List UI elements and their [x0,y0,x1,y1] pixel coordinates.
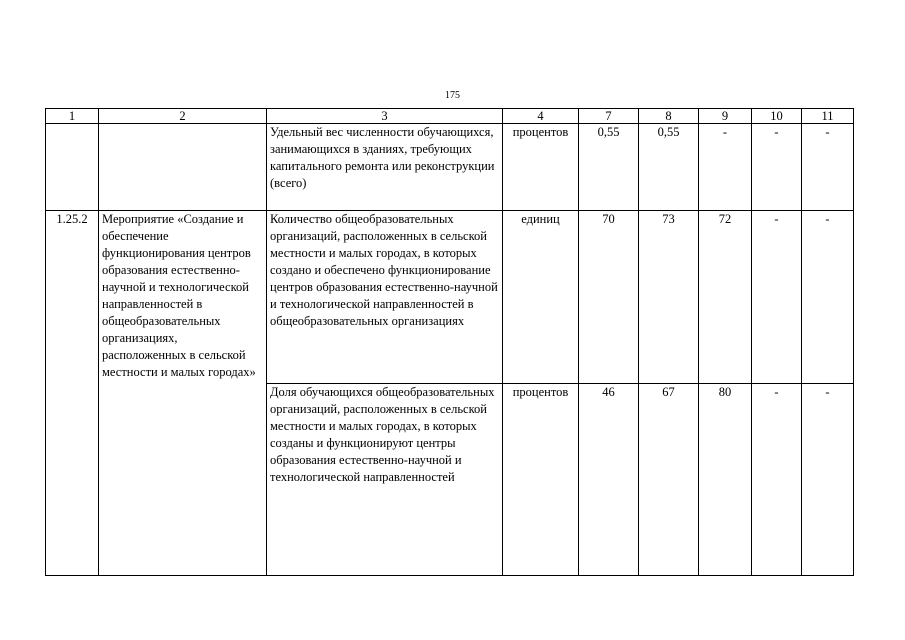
value-cell-7: 70 [579,211,639,384]
value-cell-9: - [699,124,752,211]
value-cell-7: 0,55 [579,124,639,211]
page-number: 175 [445,90,460,101]
header-row [46,109,854,124]
header-cell: 8 [639,109,699,124]
value-cell-11: - [802,211,854,384]
event-cell: Мероприятие «Создание и обеспечение функционирования центров образования естественно-научной и технологической направленностей в общеобразовательных организациях, расположенных в сельской местности и малых городах» [99,211,267,576]
value-cell-9: 72 [699,211,752,384]
code-cell: 1.25.2 [46,211,99,576]
value-cell-11: - [802,384,854,576]
header-cell: 1 [46,109,99,124]
value-cell-8: 0,55 [639,124,699,211]
code-cell [46,124,99,211]
unit-cell: процентов [503,124,579,211]
unit-cell: единиц [503,211,579,384]
indicators-table [45,108,854,576]
header-cell: 3 [267,109,503,124]
header-cell: 4 [503,109,579,124]
value-cell-10: - [752,124,802,211]
value-cell-10: - [752,211,802,384]
header-cell: 2 [99,109,267,124]
table-row [46,124,854,211]
indicator-cell: Доля обучающихся общеобразовательных организаций, расположенных в сельской местности и малых городах, в которых созданы и функционируют центры образования естественно-научной и технологической направленностей [267,384,503,576]
header-cell: 7 [579,109,639,124]
value-cell-10: - [752,384,802,576]
indicator-cell: Удельный вес численности обучающихся, занимающихся в зданиях, требующих капитального ремонта или реконструкции (всего) [267,124,503,211]
value-cell-11: - [802,124,854,211]
header-cell: 11 [802,109,854,124]
indicator-cell: Количество общеобразовательных организаций, расположенных в сельской местности и малых городах, в которых создано и обеспечено функционирование центров образования естественно-научной и технологической направленностей в общеобразовательных организациях [267,211,503,384]
value-cell-8: 73 [639,211,699,384]
unit-cell: процентов [503,384,579,576]
value-cell-9: 80 [699,384,752,576]
header-cell: 9 [699,109,752,124]
value-cell-8: 67 [639,384,699,576]
table-row [46,211,854,384]
header-cell: 10 [752,109,802,124]
event-cell [99,124,267,211]
value-cell-7: 46 [579,384,639,576]
